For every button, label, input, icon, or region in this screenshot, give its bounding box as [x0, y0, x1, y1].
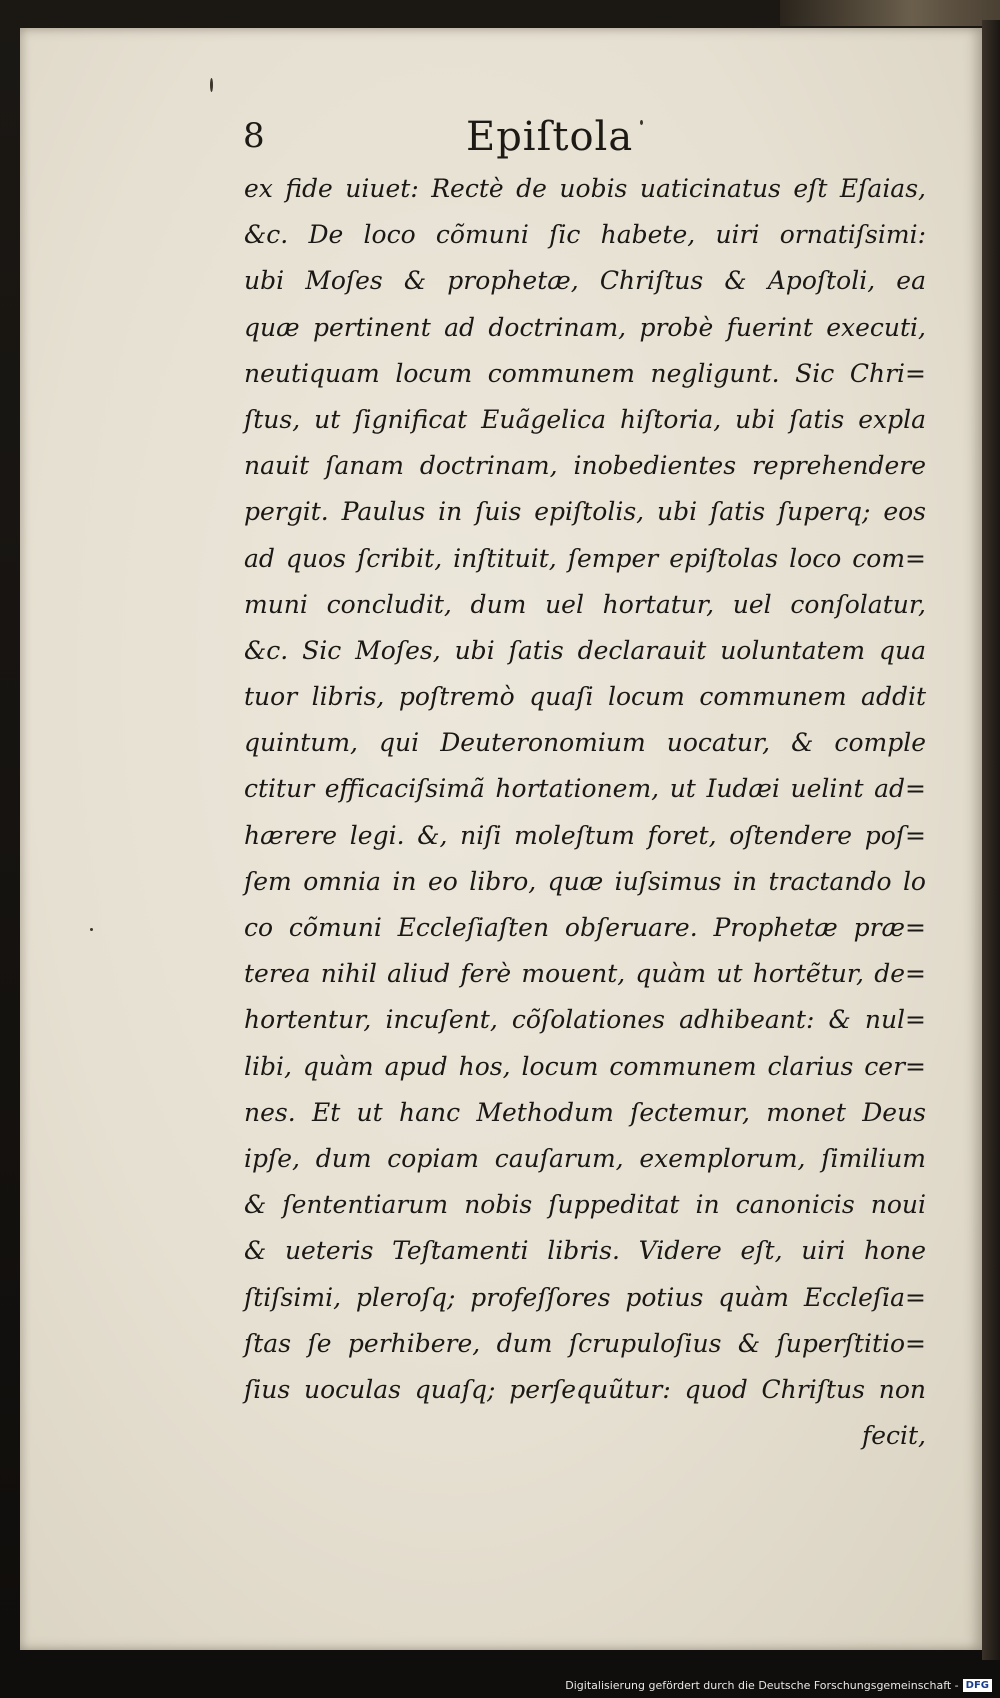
- text-line: ubi Moſes & prophetæ, Chriſtus & Apoſtoli, ea: [244, 266, 926, 296]
- text-line: muni concludit, dum uel hortatur, uel conſolatur,: [244, 589, 926, 619]
- text-line: &c. De loco cõmuni ſic habete, uiri ornatiſsimi:: [244, 220, 926, 250]
- text-line: ctitur efficaciſsimã hortationem, ut Iudæi uelint ad=: [244, 774, 926, 804]
- text-line: nauit ſanam doctrinam, inobedientes reprehendere: [244, 451, 926, 481]
- text-line: hærere legi. &, niſi moleſtum foret, oſtendere poſ=: [244, 820, 926, 850]
- catchword: fecit,: [861, 1421, 926, 1451]
- text-line: ſtiſsimi, pleroſq; profeſſores potius quàm Eccleſia=: [244, 1282, 926, 1312]
- text-line: nes. Et ut hanc Methodum ſectemur, monet Deus: [244, 1097, 926, 1127]
- text-line: & ueteris Teſtamenti libris. Videre eſt, uiri hone: [244, 1236, 926, 1266]
- body-text: [244, 166, 926, 1459]
- text-line: quintum, qui Deuteronomium uocatur, & comple: [244, 728, 926, 758]
- text-line: ipſe, dum copiam cauſarum, exemplorum, ſimilium: [244, 1143, 926, 1173]
- digitization-credit: [565, 1679, 992, 1692]
- text-line: hortentur, incuſent, cõſolationes adhibeant: & nul=: [244, 1005, 926, 1035]
- text-line: tuor libris, poſtremò quaſi locum communem addit: [244, 682, 926, 712]
- text-line: ex fide uiuet: Rectè de uobis uaticinatus eſt Eſaias,: [244, 174, 926, 203]
- paper-speck: [90, 928, 93, 931]
- text-line: ſtas ſe perhibere, dum ſcrupuloſius & ſuperſtitio=: [244, 1328, 926, 1358]
- text-line: ad quos ſcribit, inſtituit, ſemper epiſtolas loco com=: [244, 543, 926, 573]
- text-line: &c. Sic Moſes, ubi ſatis declarauit uoluntatem qua: [244, 635, 926, 665]
- page-fore-edge: [982, 20, 1000, 1660]
- paper-speck: [640, 120, 643, 125]
- text-line: terea nihil aliud ferè mouent, quàm ut hortẽtur, de=: [244, 959, 926, 989]
- text-line: & ſententiarum nobis ſuppeditat in canonicis noui: [244, 1190, 926, 1220]
- text-line: libi, quàm apud hos, locum communem clarius cer=: [244, 1051, 926, 1081]
- text-line: ſtus, ut ſignificat Euãgelica hiſtoria, ubi ſatis expla: [244, 404, 926, 434]
- text-line: neutiquam locum communem negligunt. Sic Chri=: [244, 358, 926, 388]
- text-line: quæ pertinent ad doctrinam, probè fuerint executi,: [244, 312, 926, 342]
- paper-speck: [210, 78, 213, 92]
- text-line: ſius uoculas quaſq; perſequũtur: quod Chriſtus non: [244, 1374, 926, 1404]
- dfg-logo: DFG: [963, 1679, 992, 1692]
- text-line: ſem omnia in eo libro, quæ iuſsimus in tractando lo: [244, 866, 926, 896]
- text-line: pergit. Paulus in ſuis epiſtolis, ubi ſatis ſuperq; eos: [244, 497, 926, 527]
- book-binding-edge: [780, 0, 1000, 26]
- running-head-title: Epiſtola: [466, 114, 634, 160]
- credit-text: Digitalisierung gefördert durch die Deutsche Forschungsgemeinschaft -: [565, 1679, 959, 1692]
- page-number: 8: [243, 116, 265, 156]
- text-line: co cõmuni Eccleſiaſten obſeruare. Prophetæ præ=: [244, 913, 926, 942]
